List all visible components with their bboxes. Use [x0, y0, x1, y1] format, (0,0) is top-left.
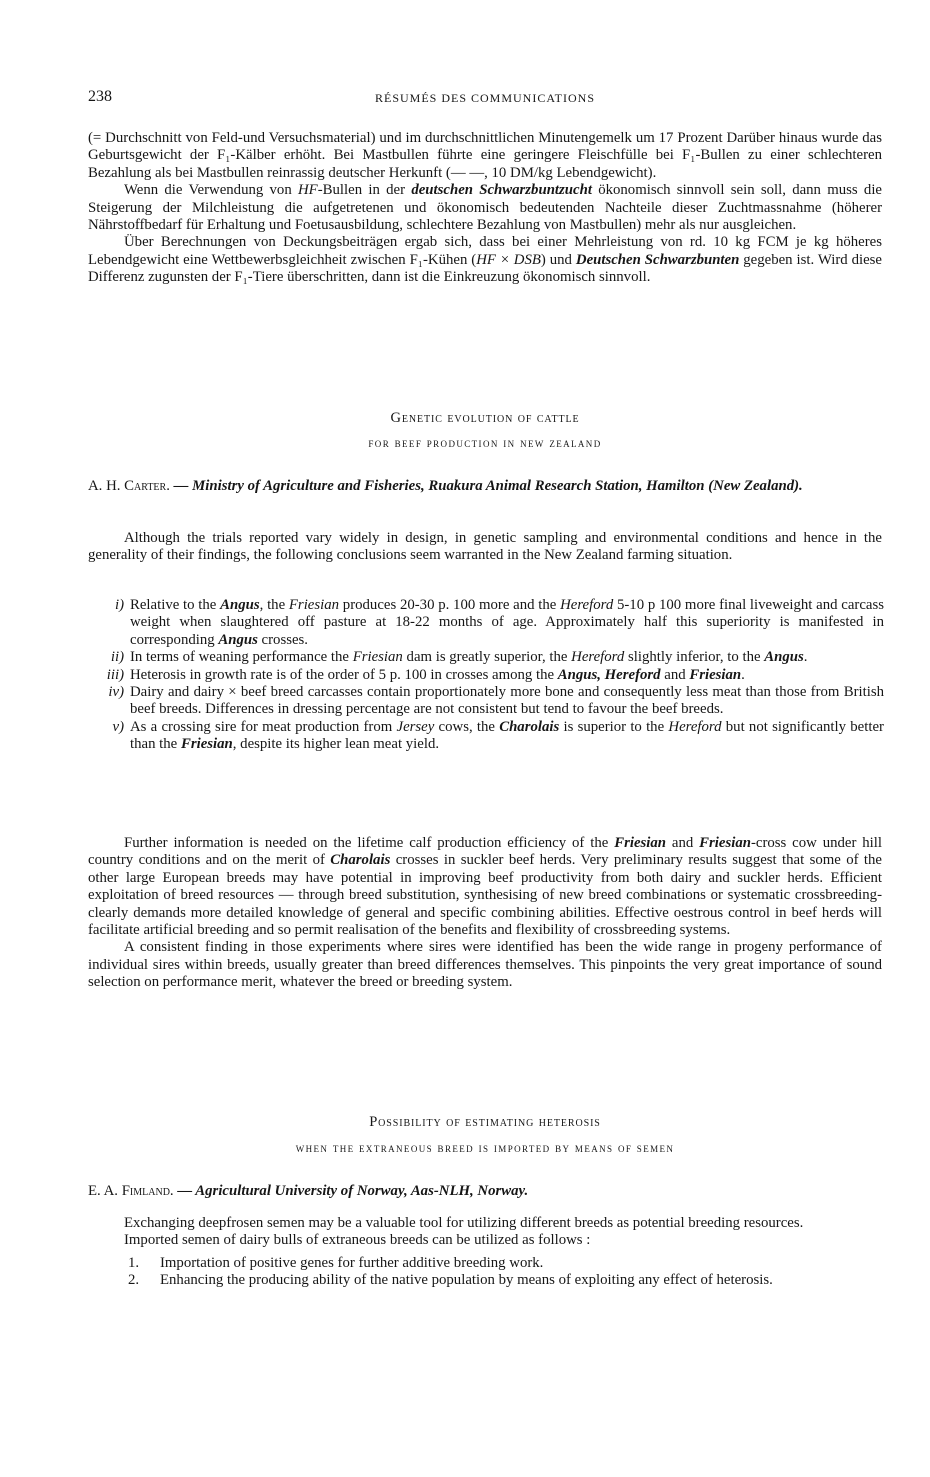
german-paragraph-1: (= Durchschnitt von Feld-und Versuchsmaterial) und im durchschnittlichen Minutengemelk um 17 Prozent Darüber hinaus wurde das Geburtsgewicht der F₁-Kälber erhöht. Bei Mastbullen führte eine geringere Fleischfülle bei F₁-Bullen zu einer schlechteren Bezahlung als bei Mastbullen reinrassig deutscher Herkunft (— —, 10 DM/kg Lebendgewicht).: [88, 130, 882, 181]
list-item: ii) In terms of weaning performance the Friesian dam is greatly superior, the Hereford slightly inferior, to the Angus.: [110, 649, 808, 666]
section2-title-line2: when the extraneous breed is imported by means of semen: [295, 1141, 675, 1155]
german-summary: [88, 130, 882, 287]
list-item: 1. Importation of positive genes for further additive breeding work.: [128, 1254, 544, 1271]
german-paragraph-2: Wenn die Verwendung von HF-Bullen in der deutschen Schwarzbuntzucht ökonomisch sinnvoll sein soll, dann muss die Steigerung der Milchleistung die aufgetretenen und ökonomisch bedeutenden Nachteile dieser Zuchtmassnahme (höherer Nährstoffbedarf für Erhaltung und Foetusausbildung, schlechtere Bezahlung von Mastbullen) mehr als nur ausgleichen.: [88, 182, 882, 234]
list-item: i) Relative to the Angus, the Friesian produces 20-30 p. 100 more and the Hereford 5-10 p 100 more final liveweight and carcass weight when slaughtered off pasture at 18-22 months of age. Approximately half this superiority is manifested in corresponding Angus crosses.: [114, 597, 884, 648]
running-title: RÉSUMÉS DES COMMUNICATIONS: [374, 91, 596, 105]
german-paragraph-3: Über Berechnungen von Deckungsbeiträgen ergab sich, dass bei einer Mehrleistung von rd. 10 kg FCM je kg höheres Lebendgewicht eine Wettbewerbsgleichheit zwischen F₁-Kühen (HF × DSB) und Deutschen Schwarzbunten gegeben ist. Wird diese Differenz zugunsten der F₁-Tiere überschritten, dann ist die Einkreuzung ökonomisch sinnvoll.: [88, 234, 882, 286]
section1-conclusions-list: [88, 597, 884, 754]
list-item: 2. Enhancing the producing ability of the native population by means of exploiting any effect of heterosis.: [128, 1272, 773, 1289]
section1-body: [88, 530, 882, 565]
section2-body: [88, 1215, 882, 1290]
section2-byline: E. A. Fimland. — Agricultural University of Norway, Aas-NLH, Norway.: [88, 1183, 529, 1199]
list-item: iv) Dairy and dairy × beef breed carcasses contain proportionately more bone and consequently less meat than those from British beef breeds. Differences in dressing percentage are not consistent but tend to favour the beef breeds.: [108, 684, 884, 718]
section1-further-paragraph: Further information is needed on the lifetime calf production efficiency of the Friesian and Friesian-cross cow under hill country conditions and on the merit of Charolais crosses in suckler beef herds. Very preliminary results suggest that some of the other large European breeds may have potential in improving beef productivity from both dairy and suckler herds. Efficient exploitation of breed resources — through breed substitution, synthesising of new breed combinations or systematic crossbreeding-clearly demands more detailed knowledge of general and specific combining abilities. Effective oestrous control in beef herds will facilitate artificial breeding and so permit realisation of the benefits and flexibility of crossbreeding systems.: [88, 835, 883, 939]
section2-paragraph-2: Imported semen of dairy bulls of extraneous breeds can be utilized as follows :: [124, 1232, 591, 1249]
section1-intro: Although the trials reported vary widely in design, in genetic sampling and environmental conditions and hence in the generality of their findings, the following conclusions seem warranted in the New Zealand farming situation.: [88, 530, 882, 564]
list-item: v) As a crossing sire for meat production from Jersey cows, the Charolais is superior to the Hereford but not significantly better than the Friesian, despite its higher lean meat yield.: [112, 718, 884, 753]
section1-title-line2: for beef production in new zealand: [368, 436, 602, 450]
section1-consistent-paragraph: A consistent finding in those experiments where sires were identified has been the wide range in progeny performance of individual sires within breeds, usually greater than breed differences themselves. This pinpoints the very great importance of sound selection on performance merit, whatever the breed or breeding system.: [88, 939, 882, 991]
section2-paragraph-1: Exchanging deepfrosen semen may be a valuable tool for utilizing different breeds as potential breeding resources.: [124, 1215, 804, 1231]
page-number: 238: [88, 88, 112, 105]
section2-title-line1: Possibility of estimating heterosis: [369, 1114, 601, 1130]
list-item: iii) Heterosis in growth rate is of the order of 5 p. 100 in crosses among the Angus, Hereford and Friesian.: [106, 666, 745, 683]
section1-discussion: [88, 835, 882, 992]
section1-byline: A. H. Carter. — Ministry of Agriculture and Fisheries, Ruakura Animal Research Station, Hamilton (New Zealand).: [88, 478, 803, 494]
page-header: [88, 88, 882, 110]
section1-title-line1: Genetic evolution of cattle: [390, 410, 580, 426]
